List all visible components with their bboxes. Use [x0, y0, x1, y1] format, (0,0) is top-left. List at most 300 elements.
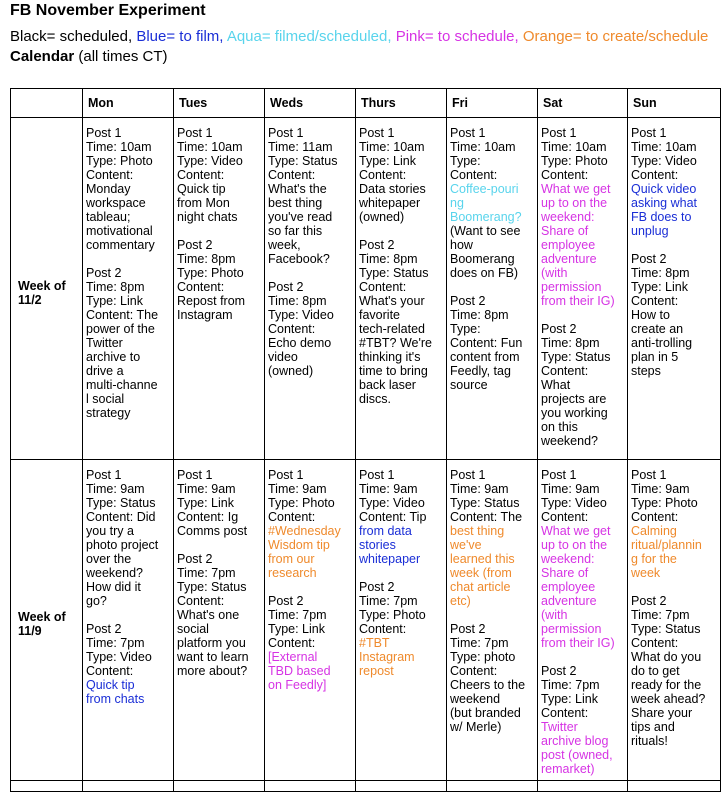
post-line: What's your — [359, 294, 425, 308]
post-line: Time: 9am — [631, 482, 690, 496]
post-line: Cheers to the — [450, 678, 526, 692]
post-block — [177, 552, 261, 678]
post-line: Post 1 — [541, 126, 577, 140]
week-label: Week of 11/2 — [11, 118, 83, 460]
post-block — [359, 468, 443, 566]
post-line: anti-trolling — [631, 336, 693, 350]
empty-cell — [83, 781, 174, 792]
post-line: favorite — [359, 308, 400, 322]
post-line: Post 2 — [86, 622, 122, 636]
post-line: Twitter — [541, 720, 578, 734]
partial-row — [11, 781, 721, 792]
post-line: Time: 8pm — [359, 252, 418, 266]
empty-cell — [174, 781, 265, 792]
post-line: Wisdom tip — [268, 538, 330, 552]
post-line: What we get — [541, 524, 611, 538]
post-line: drive a — [86, 364, 124, 378]
post-line: unplug — [631, 224, 669, 238]
post-line: Content: — [359, 622, 407, 636]
post-line: content from — [450, 350, 520, 364]
post-line: weekend? — [86, 566, 143, 580]
legend-pink: Pink= to schedule, — [395, 28, 519, 45]
post-line: (with — [541, 608, 568, 622]
empty-cell — [265, 781, 356, 792]
post-line: Type: Photo — [86, 154, 153, 168]
post-line: Time: 9am — [86, 482, 145, 496]
post-line: thinking it's — [359, 350, 421, 364]
post-line: more about? — [177, 664, 248, 678]
post-block — [450, 126, 534, 280]
post-line: on Feedly] — [268, 678, 327, 692]
post-line: Content: — [268, 636, 316, 650]
post-block — [450, 294, 534, 392]
post-line: Post 2 — [631, 594, 667, 608]
day-cell-sat — [538, 460, 628, 781]
post-line: week ahead? — [631, 692, 706, 706]
post-line: tech-related — [359, 322, 426, 336]
calendar-heading — [10, 47, 168, 66]
post-line: Time: 9am — [450, 482, 509, 496]
post-line: Time: 8pm — [631, 266, 690, 280]
post-line: Comms post — [177, 524, 248, 538]
post-line: Content: — [450, 168, 498, 182]
post-line: Post 2 — [268, 280, 304, 294]
post-line: Monday — [86, 182, 131, 196]
post-line: Content: — [631, 294, 679, 308]
post-line: Facebook? — [268, 252, 330, 266]
post-line: Time: 8pm — [268, 294, 327, 308]
post-line: Time: 7pm — [86, 636, 145, 650]
post-line: up to on the — [541, 196, 608, 210]
post-line: Twitter — [86, 336, 123, 350]
post-line: week — [631, 566, 661, 580]
post-line: (Want to see — [450, 224, 521, 238]
post-block — [359, 580, 443, 678]
post-line: back laser — [359, 378, 416, 392]
post-line: w/ Merle) — [450, 720, 502, 734]
post-line: Type: Photo — [631, 496, 698, 510]
post-line: Post 2 — [359, 238, 395, 252]
post-line: Content: — [177, 168, 225, 182]
week-label: Week of 11/9 — [11, 460, 83, 781]
post-block — [268, 126, 352, 266]
post-line: Time: 10am — [86, 140, 152, 154]
post-line: Time: 7pm — [631, 608, 690, 622]
post-block — [177, 468, 261, 538]
post-line: g for the — [631, 552, 677, 566]
post-line: tableau; — [86, 210, 131, 224]
post-block — [268, 468, 352, 580]
post-line: Post 2 — [86, 266, 122, 280]
post-line: rituals! — [631, 734, 668, 748]
day-cell-sun — [628, 460, 721, 781]
post-line: Time: 11am — [268, 140, 333, 154]
post-line: Time: 7pm — [268, 608, 327, 622]
post-line: Post 1 — [359, 468, 395, 482]
post-line: Post 2 — [631, 252, 667, 266]
empty-cell — [628, 781, 721, 792]
post-line: (but branded — [450, 706, 521, 720]
corner-cell — [11, 89, 83, 118]
post-block — [450, 622, 534, 734]
post-line: (owned) — [268, 364, 314, 378]
post-line: (owned) — [359, 210, 405, 224]
post-line: Content: — [268, 322, 316, 336]
post-line: Post 2 — [541, 664, 577, 678]
post-line: how — [450, 238, 473, 252]
post-line: commentary — [86, 238, 155, 252]
legend-aqua: Aqua= filmed/scheduled, — [226, 28, 392, 45]
post-line: want to learn — [177, 650, 249, 664]
post-line: we've — [450, 538, 482, 552]
post-line: Post 2 — [177, 238, 213, 252]
post-line: #Wednesday — [268, 524, 341, 538]
post-line: Post 1 — [177, 126, 213, 140]
post-line: Content: — [541, 168, 589, 182]
post-line: What do you — [631, 650, 702, 664]
post-line: Content: — [177, 280, 225, 294]
post-line: Type: Video — [541, 496, 607, 510]
post-line: do to get — [631, 664, 680, 678]
post-line: Content: Fun — [450, 336, 523, 350]
post-line: asking what — [631, 196, 698, 210]
post-block — [86, 468, 170, 608]
post-line: Time: 7pm — [541, 678, 600, 692]
post-line: Content: The — [450, 510, 523, 524]
post-block — [86, 622, 170, 706]
post-line: ritual/plannin — [631, 538, 702, 552]
post-line: FB does to — [631, 210, 692, 224]
day-cell-tues — [174, 460, 265, 781]
day-cell-fri — [447, 460, 538, 781]
post-line: social — [177, 622, 209, 636]
post-line: Content: — [631, 510, 679, 524]
post-line: Type: Video — [631, 154, 697, 168]
post-line: you working — [541, 406, 608, 420]
post-line: Time: 10am — [450, 140, 516, 154]
post-line: Content: — [86, 168, 134, 182]
post-line: Post 1 — [631, 126, 667, 140]
post-line: post (owned, — [541, 748, 613, 762]
post-line: Type: Video — [268, 308, 334, 322]
post-line: Content: Did — [86, 510, 156, 524]
post-line: whitepaper — [359, 196, 421, 210]
day-cell-weds — [265, 118, 356, 460]
post-line: Quick tip — [86, 678, 135, 692]
post-block — [631, 252, 717, 378]
post-line: Type: Status — [86, 496, 156, 510]
post-line: Content: — [541, 510, 589, 524]
post-line: week (from — [450, 566, 512, 580]
post-line: video — [268, 350, 298, 364]
post-block — [86, 126, 170, 252]
post-line: Time: 8pm — [450, 308, 509, 322]
post-line: etc) — [450, 594, 471, 608]
post-block — [359, 238, 443, 406]
post-block — [541, 664, 624, 776]
post-line: Post 1 — [541, 468, 577, 482]
post-line: week, — [268, 238, 301, 252]
post-line: Coffee-pouri — [450, 182, 519, 196]
post-line: Type: Video — [177, 154, 243, 168]
post-block — [268, 280, 352, 378]
post-line: Post 1 — [631, 468, 667, 482]
post-line: Content: — [268, 510, 316, 524]
post-line: Content: — [86, 664, 134, 678]
post-line: (with — [541, 266, 568, 280]
empty-cell — [447, 781, 538, 792]
post-line: Time: 8pm — [541, 336, 600, 350]
post-line: adventure — [541, 252, 597, 266]
post-line: motivational — [86, 224, 153, 238]
post-line: Type: Status — [450, 496, 520, 510]
post-line: Post 1 — [86, 468, 122, 482]
post-line: Type: — [450, 322, 481, 336]
document-title: FB November Experiment — [10, 2, 206, 19]
post-line: Content: Ig — [177, 510, 239, 524]
legend-blue: Blue= to film, — [136, 28, 224, 45]
post-line: platform you — [177, 636, 246, 650]
post-line: Type: Photo — [541, 154, 608, 168]
post-line: Type: Photo — [359, 608, 426, 622]
post-line: Post 2 — [359, 580, 395, 594]
post-line: weekend — [450, 692, 501, 706]
legend-black: Black= scheduled, — [10, 28, 133, 45]
post-line: [External — [268, 650, 318, 664]
post-line: Quick video — [631, 182, 697, 196]
post-line: Content: — [450, 664, 498, 678]
post-line: ng — [450, 196, 464, 210]
week-row — [11, 460, 721, 781]
post-line: you try a — [86, 524, 134, 538]
post-line: Type: Status — [631, 622, 701, 636]
post-line: chat article — [450, 580, 511, 594]
post-line: permission — [541, 622, 602, 636]
post-block — [177, 126, 261, 224]
calendar-label: Calendar — [10, 48, 75, 65]
post-block — [541, 468, 624, 650]
day-cell-tues — [174, 118, 265, 460]
post-line: steps — [631, 364, 661, 378]
post-line: whitepaper — [359, 552, 421, 566]
post-line: from their IG) — [541, 636, 615, 650]
post-line: Type: Status — [177, 580, 247, 594]
post-line: remarket) — [541, 762, 595, 776]
post-line: What's one — [177, 608, 240, 622]
post-line: workspace — [86, 196, 146, 210]
post-line: What's the — [268, 182, 327, 196]
post-line: Post 1 — [268, 468, 304, 482]
post-line: time to bring — [359, 364, 428, 378]
post-line: Content: — [631, 636, 679, 650]
post-line: Data stories — [359, 182, 426, 196]
post-line: Share of — [541, 566, 589, 580]
day-header-mon: Mon — [83, 89, 174, 118]
post-line: Type: Video — [359, 496, 425, 510]
post-line: Content: — [359, 168, 407, 182]
post-line: Post 2 — [450, 622, 486, 636]
post-line: Type: Link — [177, 496, 234, 510]
empty-cell — [356, 781, 447, 792]
post-line: Post 2 — [450, 294, 486, 308]
post-block — [177, 238, 261, 322]
day-cell-thurs — [356, 460, 447, 781]
post-line: power of the — [86, 322, 155, 336]
post-line: Content: — [541, 364, 589, 378]
post-line: best thing — [450, 524, 505, 538]
post-line: Type: — [450, 154, 481, 168]
post-line: weekend: — [541, 552, 595, 566]
post-line: Time: 9am — [177, 482, 236, 496]
post-line: Type: Link — [631, 280, 688, 294]
post-line: permission — [541, 280, 602, 294]
post-line: Echo demo — [268, 336, 332, 350]
calendar-note: (all times CT) — [78, 48, 168, 65]
day-cell-sun — [628, 118, 721, 460]
post-line: Post 1 — [450, 126, 486, 140]
day-cell-mon — [83, 460, 174, 781]
post-line: Content: — [359, 280, 407, 294]
post-line: Type: Link — [268, 622, 325, 636]
header-row — [11, 89, 721, 118]
day-cell-sat — [538, 118, 628, 460]
post-block — [631, 126, 717, 238]
post-line: weekend: — [541, 210, 595, 224]
post-line: archive blog — [541, 734, 609, 748]
post-line: tips and — [631, 720, 675, 734]
day-cell-mon — [83, 118, 174, 460]
post-line: Boomerang — [450, 252, 515, 266]
post-line: TBD based — [268, 664, 331, 678]
post-line: repost — [359, 664, 394, 678]
post-line: Feedly, tag — [450, 364, 511, 378]
post-line: Type: photo — [450, 650, 516, 664]
post-line: does on FB) — [450, 266, 519, 280]
post-line: best thing — [268, 196, 323, 210]
post-block — [631, 468, 717, 580]
post-line: #TBT — [359, 636, 390, 650]
post-line: Type: Video — [86, 650, 152, 664]
post-line: employee — [541, 580, 596, 594]
post-line: research — [268, 566, 317, 580]
post-line: night chats — [177, 210, 238, 224]
day-cell-fri — [447, 118, 538, 460]
post-line: Content: — [541, 706, 589, 720]
post-line: Type: Link — [541, 692, 598, 706]
post-line: photo project — [86, 538, 159, 552]
post-line: weekend? — [541, 434, 598, 448]
post-line: Time: 9am — [359, 482, 418, 496]
post-line: Post 2 — [268, 594, 304, 608]
post-line: Post 1 — [177, 468, 213, 482]
post-line: What — [541, 378, 571, 392]
post-line: go? — [86, 594, 107, 608]
post-line: Time: 8pm — [177, 252, 236, 266]
post-line: Content: — [268, 168, 316, 182]
post-line: Type: Status — [541, 350, 611, 364]
week-row — [11, 118, 721, 460]
day-header-tues: Tues — [174, 89, 265, 118]
post-line: on this — [541, 420, 578, 434]
post-block — [631, 594, 717, 748]
post-line: Content: Tip — [359, 510, 427, 524]
post-line: Instagram — [359, 650, 415, 664]
post-line: Share your — [631, 706, 693, 720]
post-line: l social — [86, 392, 125, 406]
post-line: up to on the — [541, 538, 608, 552]
post-block — [541, 322, 624, 448]
post-line: source — [450, 378, 488, 392]
post-line: Time: 10am — [541, 140, 607, 154]
post-block — [450, 468, 534, 608]
post-line: Time: 10am — [631, 140, 697, 154]
post-line: Type: Photo — [177, 266, 244, 280]
post-line: Time: 10am — [359, 140, 425, 154]
post-line: Time: 10am — [177, 140, 243, 154]
post-line: Post 2 — [541, 322, 577, 336]
post-line: Instagram — [177, 308, 233, 322]
day-header-sat: Sat — [538, 89, 628, 118]
post-line: Post 1 — [268, 126, 304, 140]
post-line: plan in 5 — [631, 350, 679, 364]
post-line: from Mon — [177, 196, 230, 210]
post-line: Content: — [631, 168, 679, 182]
post-line: from data — [359, 524, 412, 538]
post-line: ready for the — [631, 678, 702, 692]
post-line: Share of — [541, 224, 589, 238]
post-line: over the — [86, 552, 132, 566]
post-line: Boomerang? — [450, 210, 522, 224]
day-cell-weds — [265, 460, 356, 781]
post-line: Post 1 — [86, 126, 122, 140]
post-line: create an — [631, 322, 684, 336]
post-line: from our — [268, 552, 315, 566]
day-header-weds: Weds — [265, 89, 356, 118]
post-line: How to — [631, 308, 670, 322]
post-line: Post 1 — [450, 468, 486, 482]
post-line: Type: Photo — [268, 496, 335, 510]
post-line: Calming — [631, 524, 677, 538]
day-header-sun: Sun — [628, 89, 721, 118]
post-line: Time: 8pm — [86, 280, 145, 294]
post-line: Type: Status — [359, 266, 429, 280]
post-line: Content: The — [86, 308, 159, 322]
post-line: Content: — [177, 594, 225, 608]
post-line: archive to — [86, 350, 141, 364]
post-line: multi-channe — [86, 378, 158, 392]
post-line: discs. — [359, 392, 391, 406]
post-line: from their IG) — [541, 294, 615, 308]
post-line: What we get — [541, 182, 611, 196]
post-line: Repost from — [177, 294, 246, 308]
post-line: learned this — [450, 552, 515, 566]
post-line: employee — [541, 238, 596, 252]
post-block — [541, 126, 624, 308]
post-line: Time: 9am — [268, 482, 327, 496]
post-line: Time: 7pm — [450, 636, 509, 650]
post-line: stories — [359, 538, 396, 552]
day-cell-thurs — [356, 118, 447, 460]
post-line: Quick tip — [177, 182, 226, 196]
post-line: you've read — [268, 210, 333, 224]
post-line: #TBT? We're — [359, 336, 433, 350]
post-line: projects are — [541, 392, 607, 406]
post-block — [359, 126, 443, 224]
post-line: adventure — [541, 594, 597, 608]
post-line: Post 2 — [177, 552, 213, 566]
post-block — [86, 266, 170, 420]
color-legend — [10, 27, 708, 46]
